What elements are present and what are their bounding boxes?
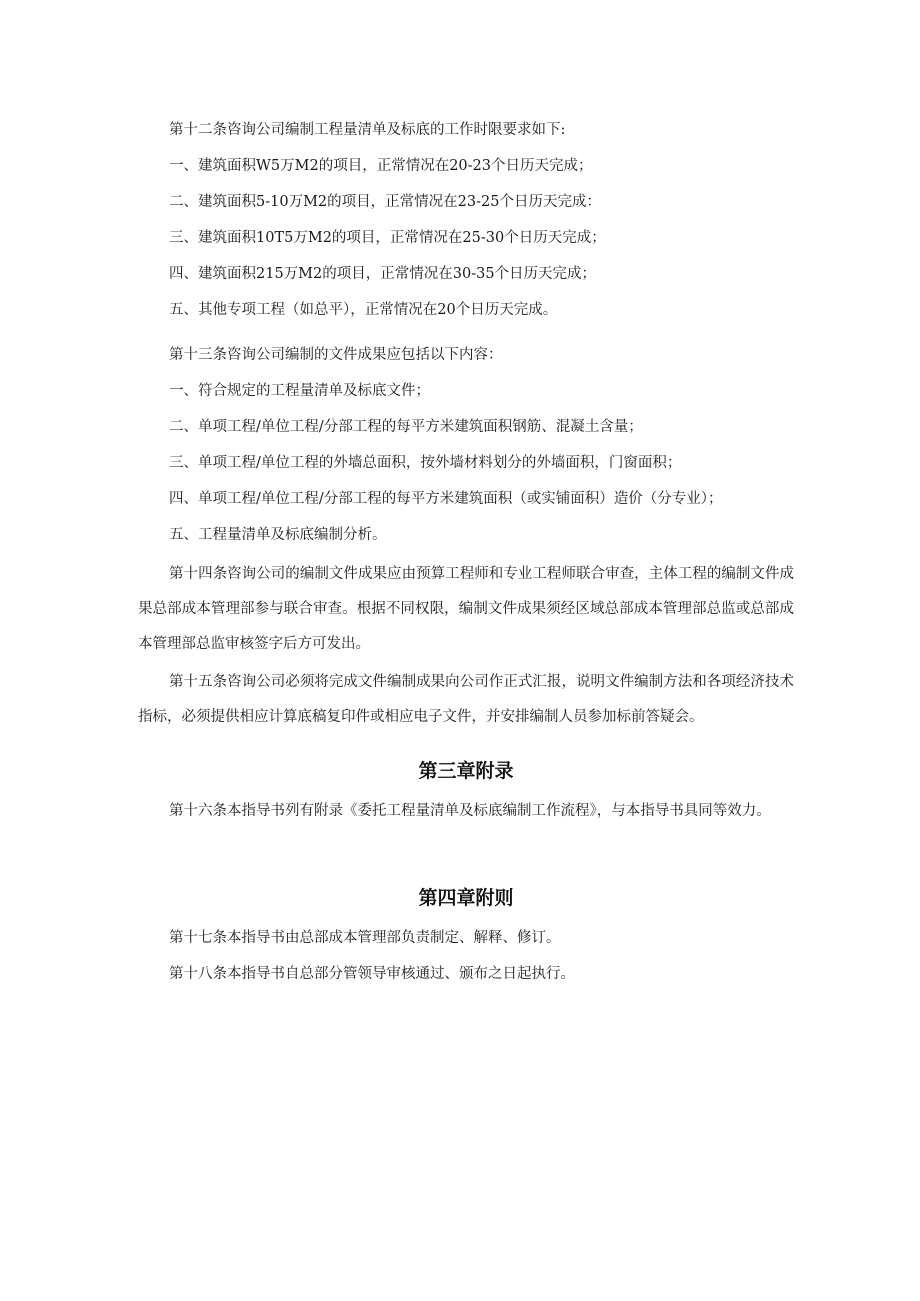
article-15-paragraph: 第十五条咨询公司必须将完成文件编制成果向公司作正式汇报，说明文件编制方法和各项经济技术指标，必须提供相应计算底稿复印件或相应电子文件，并安排编制人员参加标前答疑会。	[138, 674, 794, 725]
chapter-4-heading: 第四章附则	[418, 887, 514, 909]
chapter-4-section	[138, 880, 794, 916]
article-13-title: 第十三条咨询公司编制的文件成果应包括以下内容：	[169, 347, 503, 363]
article-13-item-1: 一、符合规定的工程量清单及标底文件；	[169, 383, 430, 399]
chapter-4-articles	[138, 920, 794, 992]
article-12-item-1: 一、建筑面积W5万M2的项目，正常情况在20-23个日历天完成；	[169, 158, 593, 174]
article-13-item-4: 四、单项工程/单位工程/分部工程的每平方米建筑面积（或实铺面积）造价（分专业）；	[169, 491, 723, 507]
article-17-paragraph: 第十七条本指导书由总部成本管理部负责制定、解释、修订。	[169, 930, 561, 946]
article-12-item-5: 五、其他专项工程（如总平），正常情况在20个日历天完成。	[169, 302, 558, 318]
article-14-paragraph: 第十四条咨询公司的编制文件成果应由预算工程师和专业工程师联合审查，主体工程的编制文件成果总部成本管理部参与联合审查。根据不同权限，编制文件成果须经区域总部成本管理部总监或总部成本管理部总监审核签字后方可发出。	[138, 566, 794, 652]
article-12-item-3: 三、建筑面积10T5万M2的项目，正常情况在25-30个日历天完成；	[169, 230, 606, 246]
article-15-section	[138, 665, 794, 735]
article-12-item-2: 二、建筑面积5-10万M2的项目，正常情况在23-25个日历天完成：	[169, 194, 601, 210]
article-13-item-5: 五、工程量清单及标底编制分析。	[169, 527, 387, 543]
chapter-3-heading: 第三章附录	[418, 760, 514, 782]
article-13-item-3: 三、单项工程/单位工程的外墙总面积，按外墙材料划分的外墙面积，门窗面积；	[169, 455, 682, 471]
article-12-title: 第十二条咨询公司编制工程量清单及标底的工作时限要求如下:	[169, 122, 566, 138]
article-12-section	[138, 112, 794, 328]
chapter-3-section	[138, 753, 794, 789]
article-16-section	[138, 794, 794, 829]
article-16-paragraph: 第十六条本指导书列有附录《委托工程量清单及标底编制工作流程》，与本指导书具同等效力。	[169, 803, 771, 819]
article-18-paragraph: 第十八条本指导书自总部分管领导审核通过、颁布之日起执行。	[169, 966, 575, 982]
article-13-section	[138, 337, 794, 553]
article-13-item-2: 二、单项工程/单位工程/分部工程的每平方米建筑面积钢筋、混凝土含量；	[169, 419, 643, 435]
article-12-item-4: 四、建筑面积215万M2的项目，正常情况在30-35个日历天完成；	[169, 266, 597, 282]
article-14-section	[138, 557, 794, 662]
